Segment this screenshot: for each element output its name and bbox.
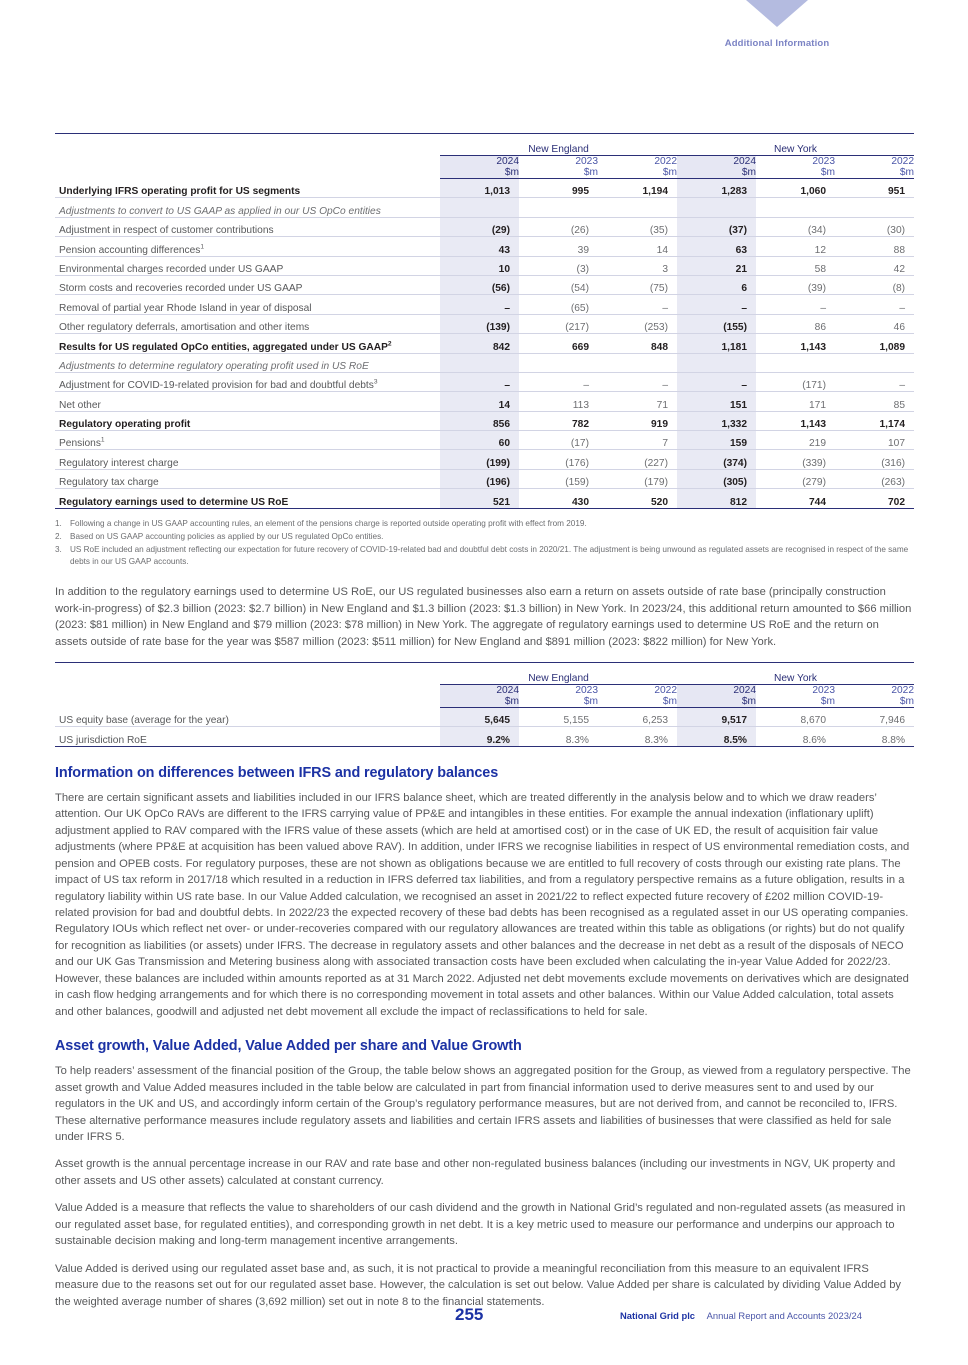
footnote [55, 518, 913, 530]
row-value: 919 [598, 411, 677, 430]
row-value: – [677, 372, 756, 391]
table2-year-ny-2022: 2022 [891, 685, 915, 697]
table-row [55, 489, 914, 508]
table1-group-blank [55, 134, 440, 156]
table1-unit-ne-2022: $m [598, 167, 677, 179]
row-value: 1,089 [835, 334, 914, 353]
row-value: – [835, 372, 914, 391]
row-value: 1,283 [677, 179, 756, 198]
row-label: Storm costs and recoveries recorded under US GAAP [55, 275, 440, 294]
row-value: (227) [598, 450, 677, 469]
row-value: (253) [598, 314, 677, 333]
section-label: Additional Information [724, 38, 830, 49]
row-value [835, 353, 914, 372]
row-value: (139) [440, 314, 519, 333]
table1-year-ny-2024: 2024 [677, 156, 756, 168]
row-value: (305) [677, 469, 756, 488]
footer-document-title: Annual Report and Accounts 2023/24 [706, 1310, 862, 1321]
row-value: 63 [677, 237, 756, 256]
row-value: (3) [519, 256, 598, 275]
footnote-marker: 3 [373, 378, 378, 386]
row-value: 1,143 [756, 334, 835, 353]
row-value: 107 [835, 431, 914, 450]
row-value [440, 198, 519, 217]
table1-year-ne-2022: 2022 [654, 156, 677, 167]
footnote [55, 544, 913, 568]
row-value: 151 [677, 392, 756, 411]
row-value: (56) [440, 275, 519, 294]
row-value: – [598, 372, 677, 391]
table1-unit-blank [55, 167, 440, 179]
heading-asset-growth-value-added: Asset growth, Value Added, Value Added per share and Value Growth [55, 1038, 522, 1055]
paragraph-ifrs-regulatory-balances: There are certain significant assets and liabilities included in our IFRS balance sheet, which are treated differently in the analysis below and to which we draw readers’ attention. Our UK OpCo RAVs are different to the IFRS carrying value of PP&E and intangibles in these entities. For example the annual indexation (inflationary uplift) adjustment applied to RAV compared with the IFRS value of these assets (which are held at amortised cost) or in the case of UK ED, the result of acquisition fair value adjustments (where PP&E at acquisition has been valued above RAV). In addition, under IFRS we recognise liabilities in respect of US environmental remediation costs, and pension and OPEB costs. For regulatory purposes, these are not shown as obligations because we are entitled to full recovery of costs through our existing rate plans. The impact of US tax reform in 2017/18 which resulted in a reduction in IFRS deferred tax liabilities, and from a regulatory perspective remains as a future obligation, results in a regulatory liability within US rate base. In our Value Added calculation, we recognised an asset in 2021/22 to reflect expected future recovery of £202 million COVID-19-related provision for bad and doubtful debts. In 2022/23 the expected recovery of these bad debts has been recognised as a regulated asset in our US operating companies. Regulatory IOUs which reflect net over- or under-recoveries compared with our regulatory allowances are treated within this table as obligations (or rights) but do not qualify for recognition as liabilities (or assets) under IFRS. The decrease in regulatory assets and other balances and the decrease in net debt as a result of the disposals of NECO and our UK Gas Transmission and Metering business along with associated transaction costs have been excluded when calculating the in-year Value Added for 2022/23. However, these balances are included within amounts reported as at 31 March 2022. Adjusted net debt movements exclude movements on derivatives which are designated in cash flow hedging arrangements and for which there is no corresponding movement in total assets and other balances. Within our Value Added calculation, total assets and other balances, goodwill and adjusted net debt movement all exclude the impact of reclassifications to held for sale. [55, 791, 910, 1018]
paragraph: Value Added is derived using our regulated asset base and, as such, it is not practical to provide a meaningful reconciliation from this measure to an equivalent IFRS measure due to the reasons set out for our regulated asset base. However, the calculation is set out below. Value Added per share is calculated by dividing Value Added by the weighted average number of shares (3,692 million) set out in note 8 to the financial statements. [55, 1262, 902, 1308]
footnote-text: Based on US GAAP accounting policies as applied by our US regulated OpCo entities. [70, 531, 384, 541]
table2-year-ne-2023: 2023 [575, 685, 598, 697]
table1-unit-ne-2024: $m [440, 167, 519, 179]
row-value: 86 [756, 314, 835, 333]
row-value: (199) [440, 450, 519, 469]
heading-ifrs-regulatory-balances: Information on differences between IFRS and regulatory balances [55, 764, 499, 781]
paragraph: To help readers’ assessment of the financial position of the Group, the table below shows an aggregated position for the Group, as viewed from a regulatory perspective. The asset growth and Value Added measures included in the table below are calculated in part from financial information used to derive measures sent to and used by our regulators in the UK and US, and accordingly inform certain of the Group’s regulatory performance measures, but are not derived from, and cannot be reconciled to, IFRS. These alternative performance measures include regulatory assets and liabilities and certain IFRS assets and liabilities of businesses that were classified as held for sale under IFRS 5. [55, 1065, 911, 1143]
table2-year-ny-2024: 2024 [677, 685, 756, 697]
row-value: 39 [519, 237, 598, 256]
row-value: (65) [519, 295, 598, 314]
row-value: 951 [835, 179, 914, 198]
table-row [55, 198, 914, 217]
table2-unit-ne-2022: $m [598, 696, 677, 708]
table1-unit-ny-2022: $m [835, 167, 914, 179]
row-value: 8.5% [677, 727, 756, 746]
table-row [55, 469, 914, 488]
table2-unit-ne-2024: $m [440, 696, 519, 708]
row-value: 8.6% [756, 727, 835, 746]
row-value: (196) [440, 469, 519, 488]
row-value: 1,181 [677, 334, 756, 353]
row-value [677, 353, 756, 372]
row-value: 113 [519, 392, 598, 411]
row-value: 5,645 [440, 708, 519, 727]
row-value: (316) [835, 450, 914, 469]
table1-year-blank [55, 156, 440, 168]
row-value: (8) [835, 275, 914, 294]
table1-unit-ne-2023: $m [519, 167, 598, 179]
row-value: (171) [756, 372, 835, 391]
row-value: 60 [440, 431, 519, 450]
row-value: (176) [519, 450, 598, 469]
row-value: 995 [519, 179, 598, 198]
row-value: (155) [677, 314, 756, 333]
row-value: (30) [835, 217, 914, 236]
table1-unit-ny-2023: $m [756, 167, 835, 179]
row-label: Adjustment for COVID-19-related provision for bad and doubtful debts$^3$ [55, 372, 440, 391]
row-label: US equity base (average for the year) [55, 708, 440, 727]
table2-unit-ny-2022: $m [835, 696, 914, 708]
footnote-number: 3. [55, 544, 62, 554]
table2-year-ne-2024: 2024 [440, 685, 519, 697]
table-row [55, 314, 914, 333]
table2-year-ne-2022: 2022 [654, 685, 677, 697]
table2-group-blank [55, 663, 440, 685]
page-header [672, 0, 882, 49]
row-value: 1,143 [756, 411, 835, 430]
row-value: 46 [835, 314, 914, 333]
table-row [55, 237, 914, 256]
row-value: (34) [756, 217, 835, 236]
row-label: Adjustments to determine regulatory operating profit used in US RoE [55, 353, 440, 372]
row-label: Results for US regulated OpCo entities, aggregated under US GAAP$^2$ [55, 334, 440, 353]
paragraph: Asset growth is the annual percentage increase in our RAV and rate base and other non-regulated business balances (including our investments in NGV, UK property and other assets and US other assets) calculated at constant currency. [55, 1158, 896, 1187]
row-value [835, 198, 914, 217]
row-value: 8.3% [519, 727, 598, 746]
row-value: 14 [598, 237, 677, 256]
row-value [519, 353, 598, 372]
row-value [756, 353, 835, 372]
row-value: 71 [598, 392, 677, 411]
footnote-marker: 1 [100, 437, 105, 445]
row-label: Adjustments to convert to US GAAP as applied in our US OpCo entities [55, 198, 440, 217]
row-value: 42 [835, 256, 914, 275]
us-jurisdiction-roe-table [55, 662, 914, 747]
footnote-number: 2. [55, 531, 62, 541]
footnote-marker: 2 [387, 340, 392, 348]
page-content [55, 133, 913, 1321]
row-value: (263) [835, 469, 914, 488]
row-value: 43 [440, 237, 519, 256]
row-label: US jurisdiction RoE [55, 727, 440, 746]
row-value: (179) [598, 469, 677, 488]
row-value: – [756, 295, 835, 314]
footer-attribution [620, 1310, 862, 1321]
row-value: 1,332 [677, 411, 756, 430]
table-row [55, 392, 914, 411]
table-row [55, 431, 914, 450]
row-value: 669 [519, 334, 598, 353]
row-value: 58 [756, 256, 835, 275]
table-row [55, 708, 914, 727]
row-label: Regulatory interest charge [55, 450, 440, 469]
us-roe-reconciliation-table [55, 133, 914, 509]
footnote-number: 1. [55, 518, 62, 528]
row-value: 10 [440, 256, 519, 275]
row-value: (29) [440, 217, 519, 236]
row-value [756, 198, 835, 217]
row-value: 219 [756, 431, 835, 450]
table1-year-row [55, 156, 914, 168]
row-value: (374) [677, 450, 756, 469]
row-value: 85 [835, 392, 914, 411]
row-value: (339) [756, 450, 835, 469]
table1-unit-row [55, 167, 914, 179]
row-value: – [519, 372, 598, 391]
table2-year-ny-2023: 2023 [812, 685, 835, 697]
table1-group-new-york: New York [677, 134, 914, 156]
table2-body [55, 708, 914, 747]
row-value: 744 [756, 489, 835, 508]
row-value: – [835, 295, 914, 314]
spacer [55, 569, 913, 584]
table2-head [55, 663, 914, 708]
table2-unit-ny-2024: $m [677, 696, 756, 708]
footnote-text: Following a change in US GAAP accounting rules, an element of the pensions charge is reported outside operating profit with effect from 2019. [70, 518, 587, 528]
table2-group-new-york: New York [677, 663, 914, 685]
row-value: 842 [440, 334, 519, 353]
row-value: 9.2% [440, 727, 519, 746]
table-row [55, 353, 914, 372]
row-value: (217) [519, 314, 598, 333]
row-value [519, 198, 598, 217]
row-value: 702 [835, 489, 914, 508]
row-value: 9,517 [677, 708, 756, 727]
row-value: 1,060 [756, 179, 835, 198]
row-label: Regulatory tax charge [55, 469, 440, 488]
row-value: 21 [677, 256, 756, 275]
row-label: Pension accounting differences$^1$ [55, 237, 440, 256]
row-label: Regulatory operating profit [55, 411, 440, 430]
table1-year-ne-2023: 2023 [575, 156, 598, 167]
table1-year-ny-2022: 2022 [891, 156, 915, 167]
footnote-marker: 1 [200, 243, 205, 251]
page-number: 255 [455, 1305, 484, 1324]
table-row [55, 334, 914, 353]
table-row [55, 450, 914, 469]
row-value [598, 353, 677, 372]
row-label: Underlying IFRS operating profit for US segments [55, 179, 440, 198]
table-row [55, 179, 914, 198]
row-value: 521 [440, 489, 519, 508]
table1-group-row [55, 134, 914, 156]
row-label: Net other [55, 392, 440, 411]
row-value: (54) [519, 275, 598, 294]
table-row [55, 727, 914, 746]
section2-paragraphs [55, 1063, 913, 1310]
row-label: Environmental charges recorded under US GAAP [55, 256, 440, 275]
table1-group-new-england: New England [440, 134, 677, 156]
footnote-text: US RoE included an adjustment reflecting our expectation for future recovery of COVID-19-related bad and doubtful debt costs in 2020/21. The adjustment is being unwound as regulated assets are recognised in respect of the same debts in our US GAAP accounts. [70, 544, 909, 567]
row-value: 8,670 [756, 708, 835, 727]
row-value: 430 [519, 489, 598, 508]
table-row [55, 275, 914, 294]
row-label: Other regulatory deferrals, amortisation and other items [55, 314, 440, 333]
row-value: (159) [519, 469, 598, 488]
row-label: Pensions$^1$ [55, 431, 440, 450]
triangle-marker-icon [746, 0, 808, 27]
row-value: (35) [598, 217, 677, 236]
row-value: 6,253 [598, 708, 677, 727]
row-value: (26) [519, 217, 598, 236]
row-value: 88 [835, 237, 914, 256]
table-row [55, 217, 914, 236]
footnotes-list [55, 518, 913, 569]
table1-year-ny-2023: 2023 [812, 156, 835, 167]
row-value: 159 [677, 431, 756, 450]
footnote [55, 531, 913, 543]
row-value: 12 [756, 237, 835, 256]
table1-body [55, 179, 914, 509]
row-value: (39) [756, 275, 835, 294]
table2-group-row [55, 663, 914, 685]
row-value: 782 [519, 411, 598, 430]
row-value: 8.3% [598, 727, 677, 746]
row-value: 8.8% [835, 727, 914, 746]
row-value [598, 198, 677, 217]
row-label: Regulatory earnings used to determine US RoE [55, 489, 440, 508]
row-value: 7 [598, 431, 677, 450]
row-value [440, 353, 519, 372]
row-value: – [677, 295, 756, 314]
table1-year-ne-2024: 2024 [440, 156, 519, 168]
row-value: 7,946 [835, 708, 914, 727]
row-value: 812 [677, 489, 756, 508]
row-value: 171 [756, 392, 835, 411]
table2-unit-ny-2023: $m [756, 696, 835, 708]
table-row [55, 372, 914, 391]
row-value: – [440, 295, 519, 314]
paragraph: Value Added is a measure that reflects the value to shareholders of our cash dividend and the growth in National Grid’s regulated and non-regulated assets (as measured in our regulated asset base, for regulated entities), and corresponding growth in net debt. It is a key metric used to measure our performance and underpins our approach to sustainable decision making and long-term management incentive arrangements. [55, 1202, 906, 1248]
footer-brand: National Grid plc [620, 1310, 696, 1321]
row-value: 856 [440, 411, 519, 430]
row-value: 1,194 [598, 179, 677, 198]
row-value: 14 [440, 392, 519, 411]
row-value: 6 [677, 275, 756, 294]
table-row [55, 295, 914, 314]
row-value: (37) [677, 217, 756, 236]
table2-unit-row [55, 696, 914, 708]
row-value [677, 198, 756, 217]
table1-unit-ny-2024: $m [677, 167, 756, 179]
row-value: 848 [598, 334, 677, 353]
table2-year-blank [55, 685, 440, 697]
table2-unit-blank [55, 696, 440, 708]
row-value: 520 [598, 489, 677, 508]
table2-year-row [55, 685, 914, 697]
table-row [55, 256, 914, 275]
row-value: 1,013 [440, 179, 519, 198]
table-row [55, 411, 914, 430]
row-value: 3 [598, 256, 677, 275]
row-value: – [440, 372, 519, 391]
paragraph-return-outside-rate-base: In addition to the regulatory earnings used to determine US RoE, our US regulated businesses also earn a return on assets outside of rate base (principally construction work-in-progress) of $2.3 billion (2023: $2.7 billion) in New England and $1.3 billion (2023: $1.3 billion) in New York. In 2023/24, this additional return amounted to $66 million (2023: $81 million) in New England and $79 million (2023: $78 million) in New York. The aggregate of regulatory earnings used to determine US RoE and the return on assets outside of rate base for the year was $587 million (2023: $511 million) for New England and $891 million (2023: $822 million) for New York. [55, 586, 912, 648]
row-label: Removal of partial year Rhode Island in year of disposal [55, 295, 440, 314]
row-value: (75) [598, 275, 677, 294]
row-value: – [598, 295, 677, 314]
row-value: (17) [519, 431, 598, 450]
table2-group-new-england: New England [440, 663, 677, 685]
table2-unit-ne-2023: $m [519, 696, 598, 708]
table1-head [55, 134, 914, 179]
row-value: 5,155 [519, 708, 598, 727]
row-label: Adjustment in respect of customer contributions [55, 217, 440, 236]
page-footer [0, 1305, 968, 1327]
row-value: (279) [756, 469, 835, 488]
row-value: 1,174 [835, 411, 914, 430]
